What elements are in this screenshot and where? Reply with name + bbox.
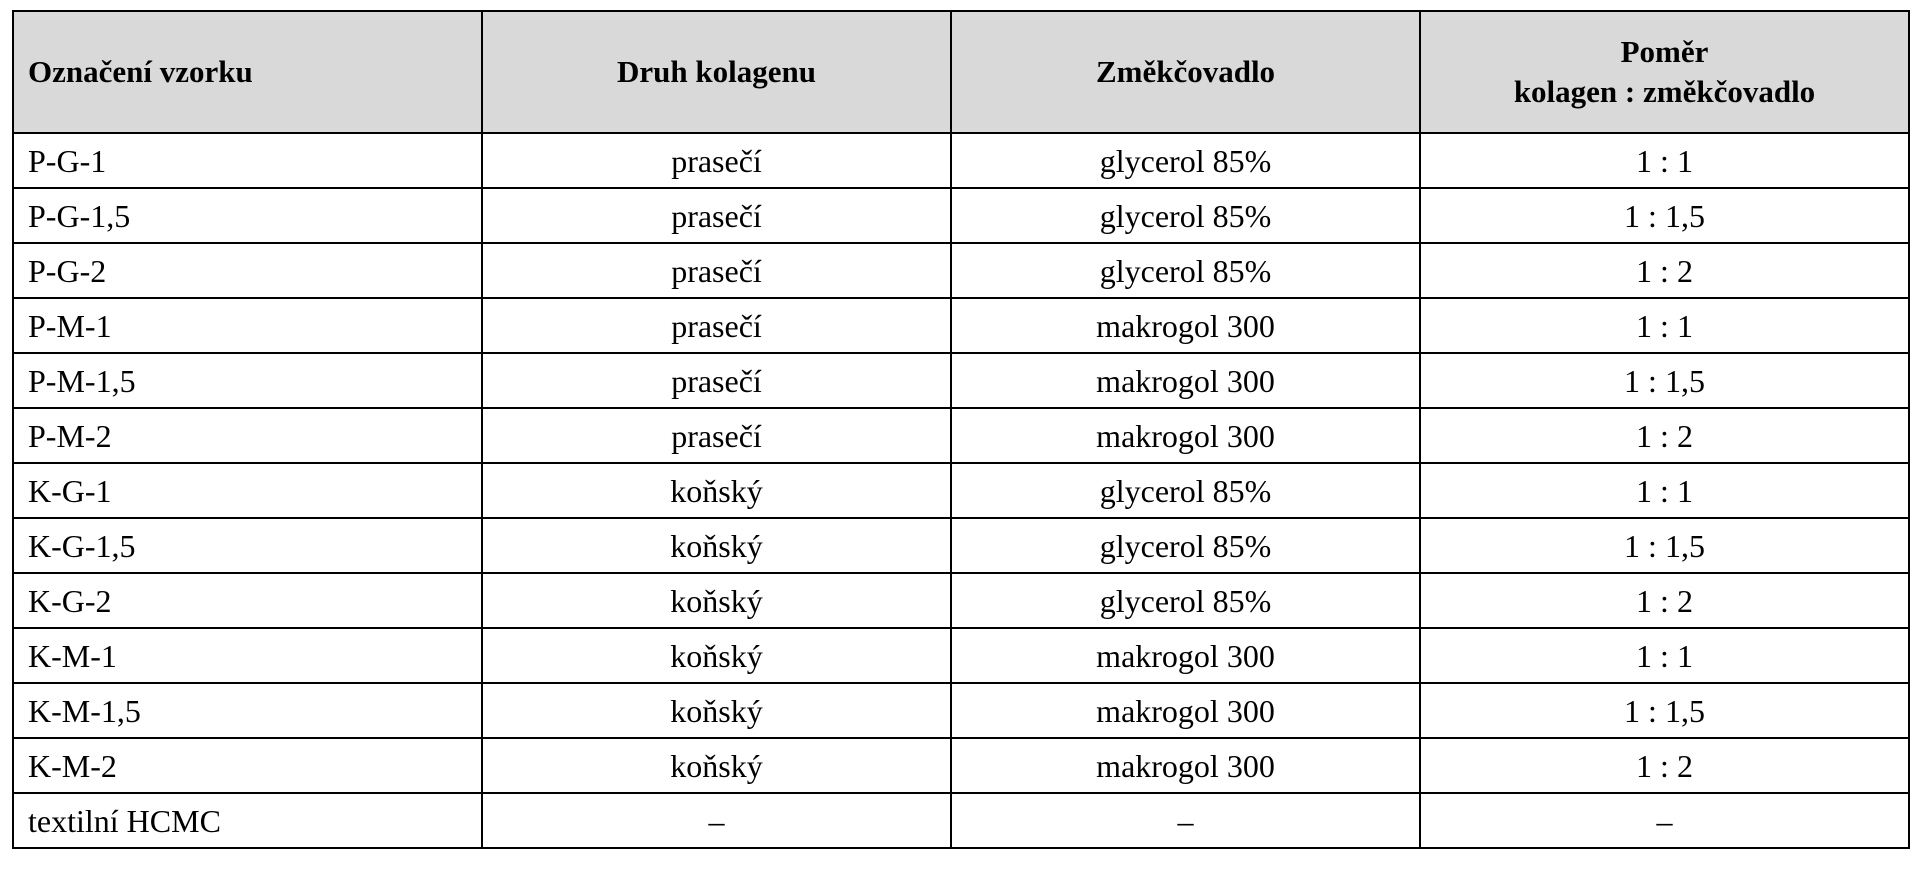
cell-plasticizer: glycerol 85%: [951, 243, 1420, 298]
header-sample: Označení vzorku: [13, 11, 482, 133]
cell-sample: P-G-1,5: [13, 188, 482, 243]
cell-plasticizer: glycerol 85%: [951, 188, 1420, 243]
cell-collagen: prasečí: [482, 408, 951, 463]
cell-collagen: koňský: [482, 463, 951, 518]
cell-plasticizer: glycerol 85%: [951, 133, 1420, 188]
cell-ratio: 1 : 1,5: [1420, 518, 1909, 573]
header-ratio: [1420, 11, 1909, 133]
header-ratio-line2: kolagen : změkčovadlo: [1513, 74, 1816, 109]
table-row: [13, 188, 1909, 243]
header-ratio-line1: Poměr: [1620, 34, 1709, 69]
cell-ratio: 1 : 2: [1420, 738, 1909, 793]
cell-sample: P-G-1: [13, 133, 482, 188]
cell-plasticizer: makrogol 300: [951, 628, 1420, 683]
table-header: [13, 11, 1909, 133]
cell-ratio: 1 : 1,5: [1420, 353, 1909, 408]
table-row: [13, 793, 1909, 848]
cell-ratio: 1 : 2: [1420, 573, 1909, 628]
table-row: [13, 298, 1909, 353]
cell-sample: P-M-2: [13, 408, 482, 463]
table-row: [13, 133, 1909, 188]
cell-collagen: koňský: [482, 518, 951, 573]
cell-sample: K-G-2: [13, 573, 482, 628]
cell-collagen: koňský: [482, 683, 951, 738]
header-collagen: Druh kolagenu: [482, 11, 951, 133]
cell-ratio: 1 : 1,5: [1420, 683, 1909, 738]
cell-plasticizer: glycerol 85%: [951, 573, 1420, 628]
cell-collagen: prasečí: [482, 243, 951, 298]
cell-sample: P-M-1,5: [13, 353, 482, 408]
cell-ratio: 1 : 1: [1420, 463, 1909, 518]
cell-sample: K-M-1,5: [13, 683, 482, 738]
cell-plasticizer: makrogol 300: [951, 353, 1420, 408]
table-row: [13, 463, 1909, 518]
cell-sample: K-M-2: [13, 738, 482, 793]
cell-collagen: prasečí: [482, 133, 951, 188]
cell-collagen: prasečí: [482, 188, 951, 243]
cell-collagen: prasečí: [482, 298, 951, 353]
table-row: [13, 518, 1909, 573]
table-row: [13, 243, 1909, 298]
cell-plasticizer: makrogol 300: [951, 683, 1420, 738]
cell-plasticizer: glycerol 85%: [951, 463, 1420, 518]
header-row: [13, 11, 1909, 133]
header-plasticizer: Změkčovadlo: [951, 11, 1420, 133]
cell-plasticizer: –: [951, 793, 1420, 848]
cell-ratio: 1 : 1,5: [1420, 188, 1909, 243]
cell-plasticizer: makrogol 300: [951, 738, 1420, 793]
cell-ratio: 1 : 1: [1420, 298, 1909, 353]
table-row: [13, 738, 1909, 793]
table-row: [13, 683, 1909, 738]
table-row: [13, 408, 1909, 463]
cell-sample: textilní HCMC: [13, 793, 482, 848]
cell-collagen: prasečí: [482, 353, 951, 408]
cell-sample: P-M-1: [13, 298, 482, 353]
cell-ratio: 1 : 2: [1420, 408, 1909, 463]
cell-collagen: koňský: [482, 738, 951, 793]
cell-collagen: koňský: [482, 628, 951, 683]
cell-sample: K-M-1: [13, 628, 482, 683]
table-row: [13, 573, 1909, 628]
cell-sample: K-G-1,5: [13, 518, 482, 573]
table-row: [13, 628, 1909, 683]
cell-plasticizer: makrogol 300: [951, 408, 1420, 463]
cell-collagen: –: [482, 793, 951, 848]
cell-ratio: 1 : 1: [1420, 133, 1909, 188]
cell-sample: K-G-1: [13, 463, 482, 518]
cell-ratio: 1 : 1: [1420, 628, 1909, 683]
sample-table-container: [12, 10, 1908, 849]
table-row: [13, 353, 1909, 408]
table-body: [13, 133, 1909, 848]
cell-plasticizer: makrogol 300: [951, 298, 1420, 353]
cell-sample: P-G-2: [13, 243, 482, 298]
sample-table: [12, 10, 1910, 849]
cell-collagen: koňský: [482, 573, 951, 628]
cell-ratio: –: [1420, 793, 1909, 848]
cell-plasticizer: glycerol 85%: [951, 518, 1420, 573]
cell-ratio: 1 : 2: [1420, 243, 1909, 298]
